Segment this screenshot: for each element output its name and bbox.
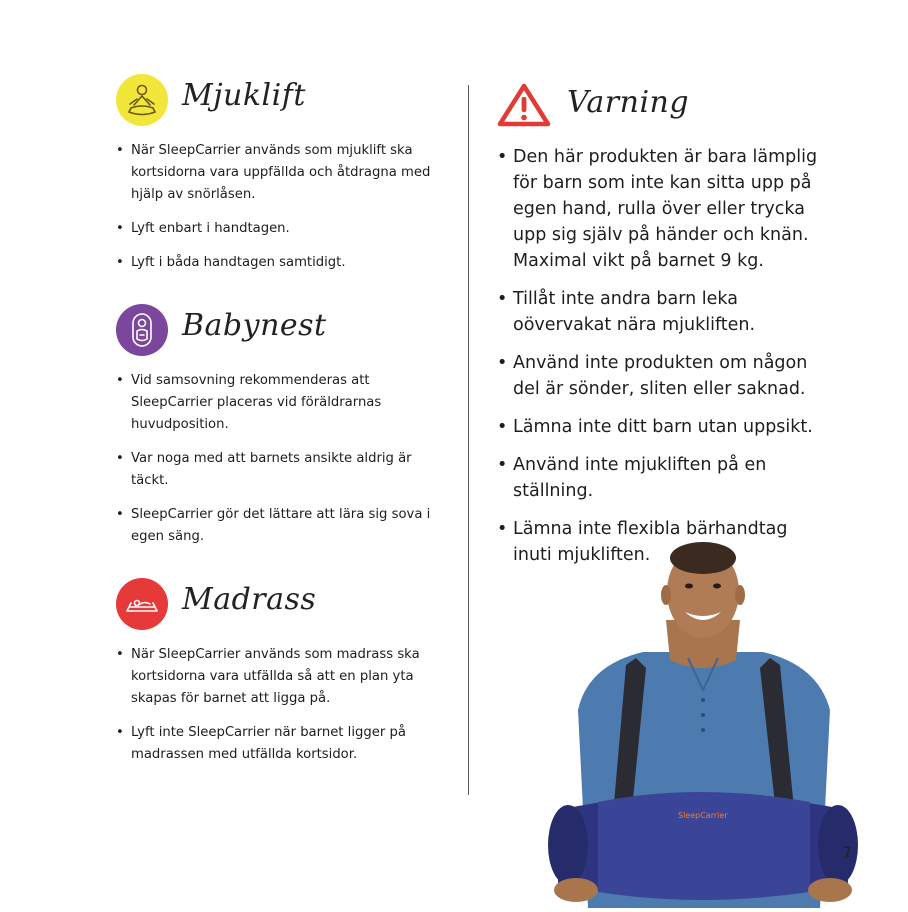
warning-triangle-icon (497, 82, 551, 128)
list-item: • Lyft inte SleepCarrier när barnet ligger på madrassen med utfällda kortsidor. (116, 725, 406, 762)
list-item: • Den här produkten är bara lämplig för barn som inte kan sitta upp på egen hand, rulla över eller trycka upp sig själv på händer och knän. Maximal vikt på barnet 9 kg. (497, 147, 818, 271)
list-item: • Vid samsovning rekommenderas att SleepCarrier placeras vid föräldrarnas huvudposition. (116, 373, 382, 432)
carrier-brand-label: SleepCarrier (678, 811, 728, 820)
list-item: • Var noga med att barnets ansikte aldrig är täckt. (116, 451, 412, 488)
section-babynest (116, 304, 446, 560)
bullet-list (116, 140, 446, 274)
bullet-list (497, 144, 827, 568)
section-madrass (116, 578, 446, 778)
person-meditating-icon (116, 74, 168, 126)
section-title: Varning (567, 85, 690, 120)
list-item: • Lyft i båda handtagen samtidigt. (116, 255, 346, 270)
product-photo (548, 540, 858, 908)
section-mjuklift (116, 74, 446, 286)
column-divider (468, 85, 469, 795)
bullet-list (116, 370, 446, 548)
list-item: • Använd inte mjukliften på en ställning. (497, 455, 767, 501)
list-item: • Lyft enbart i handtagen. (116, 221, 290, 236)
section-title: Mjuklift (182, 78, 306, 113)
bullet-list (116, 644, 446, 766)
list-item: • Tillåt inte andra barn leka oövervakat nära mjukliften. (497, 289, 756, 335)
list-item: • Lämna inte flexibla bärhandtag inuti mjukliften. (497, 519, 788, 565)
section-title: Babynest (182, 308, 327, 343)
section-title: Madrass (182, 582, 317, 617)
list-item: • Lämna inte ditt barn utan uppsikt. (497, 417, 813, 437)
page-number: 7 (842, 843, 853, 862)
mattress-icon (116, 578, 168, 630)
baby-nest-icon (116, 304, 168, 356)
list-item: • Använd inte produkten om någon del är sönder, sliten eller saknad. (497, 353, 808, 399)
section-warning (497, 82, 827, 580)
list-item: • När SleepCarrier används som mjuklift ska kortsidorna vara uppfällda och åtdragna med hjälp av snörlåsen. (116, 143, 431, 202)
list-item: • När SleepCarrier används som madrass ska kortsidorna vara utfällda så att en plan yta skapas för barnet att ligga på. (116, 647, 420, 706)
list-item: • SleepCarrier gör det lättare att lära sig sova i egen säng. (116, 507, 431, 544)
